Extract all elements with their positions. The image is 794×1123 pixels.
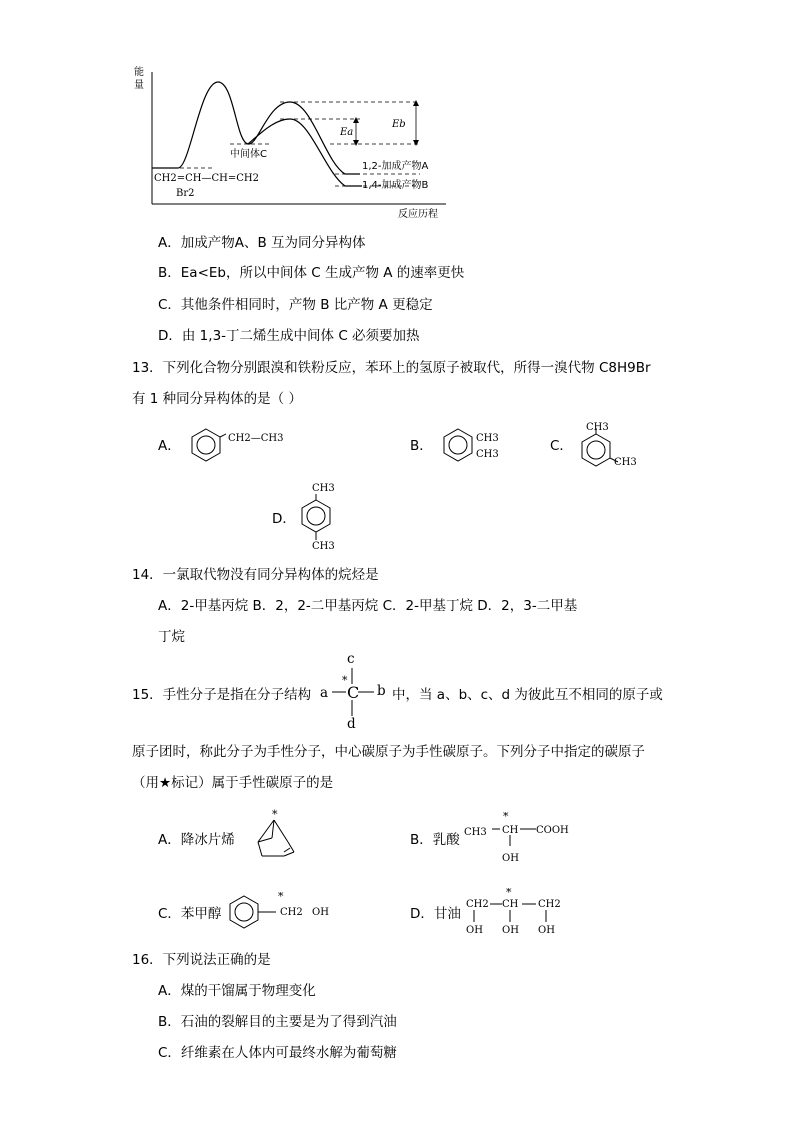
q15-a-norbornene [248, 808, 300, 864]
x-axis-label: 反应历程 [398, 209, 438, 220]
q15-struct-a: a [320, 685, 329, 701]
svg-text:*: * [272, 808, 278, 821]
svg-text:*: * [278, 892, 284, 903]
q15-struct-star: * [342, 674, 348, 687]
y-axis-label: 能量 [134, 67, 144, 91]
q16-stem: 16．下列说法正确的是 [132, 952, 271, 968]
ea-label: Ea [340, 127, 354, 138]
q12-option-a: A．加成产物A、B 互为同分异构体 [158, 235, 366, 251]
q15-struct-center: C [347, 683, 360, 702]
q12-option-c: C．其他条件相同时，产物 B 比产物 A 更稳定 [158, 297, 433, 313]
q15-d-oh-1: OH [466, 925, 483, 936]
q15-stem-line3: （用★标记）属于手性碳原子的是 [132, 775, 334, 791]
q15-b-ch: CH [502, 825, 519, 836]
q15-stem-prefix: 15．手性分子是指在分子结构 [132, 687, 312, 703]
q12-option-d: D．由 1,3-丁二烯生成中间体 C 必须要加热 [158, 328, 420, 344]
q15-struct-c: c [347, 651, 355, 667]
q15-d-ch2-right: CH2 [538, 899, 561, 910]
q15-b-oh: OH [502, 853, 519, 864]
q16-option-a: A．煤的干馏属于物理变化 [158, 983, 316, 999]
q13-stem-line1: 13．下列化合物分别跟溴和铁粉反应，苯环上的氢原子被取代，所得一溴代物 C8H9Br [132, 360, 651, 376]
q14-stem: 14．一氯取代物没有同分异构体的烷烃是 [132, 567, 379, 583]
q15-stem-suffix: 中，当 a、b、c、d 为彼此互不相同的原子或 [392, 687, 663, 703]
q15-struct-d: d [347, 716, 356, 732]
q13-a-group: CH2—CH3 [228, 433, 284, 444]
q13-stem-line2: 有 1 种同分异构体的是（ ） [132, 391, 302, 407]
svg-text:*: * [503, 812, 509, 823]
q15-b-ch3: CH3 [464, 827, 487, 838]
q15-a-label: A．降冰片烯 [158, 832, 235, 848]
product-b-label: 1,4-加成产物B [362, 180, 429, 191]
q14-options-wrap: 丁烷 [158, 629, 185, 645]
q13-c-label: C． [550, 438, 573, 454]
q13-a-ethylbenzene [186, 425, 226, 465]
q14-options: A．2-甲基丙烷 B．2，2-二甲基丙烷 C．2-甲基丁烷 D．2，3-二甲基 [158, 598, 578, 614]
q15-stem-line2: 原子团时，称此分子为手性分子，中心碳原子为手性碳原子。下列分子中指定的碳原子 [132, 744, 645, 760]
intermediate-label: 中间体C [230, 149, 267, 160]
q13-d-ch3-bottom: CH3 [312, 541, 335, 552]
q16-option-b: B．石油的裂解目的主要是为了得到汽油 [158, 1014, 397, 1030]
reactant-br2: Br2 [176, 188, 195, 199]
q15-d-oh-3: OH [538, 925, 555, 936]
q15-c-benzyl-ring [226, 892, 284, 932]
q16-option-c: C．纤维素在人体内可最终水解为葡萄糖 [158, 1045, 397, 1061]
product-a-label: 1,2-加成产物A [362, 161, 429, 172]
q15-d-ch2-left: CH2 [466, 899, 489, 910]
q15-d-label: D．甘油 [410, 906, 461, 922]
q13-d-label: D． [272, 511, 296, 527]
q15-b-cooh: COOH [536, 825, 569, 836]
q15-d-ch: CH [502, 899, 519, 910]
q13-b-ch3-bottom: CH3 [476, 449, 499, 460]
q13-d-p-xylene [298, 494, 334, 540]
q13-b-label: B． [410, 438, 433, 454]
q13-b-ch3-top: CH3 [476, 433, 499, 444]
q15-c-ch2: CH2 [280, 907, 303, 918]
q13-b-o-xylene [438, 425, 478, 465]
q12-option-b: B．Ea<Eb，所以中间体 C 生成产物 A 的速率更快 [158, 265, 465, 281]
q15-c-oh: OH [312, 907, 329, 918]
q13-a-label: A． [158, 438, 181, 454]
svg-text:*: * [506, 888, 512, 899]
q13-c-ch3-right: CH3 [614, 457, 637, 468]
eb-label: Eb [392, 119, 406, 130]
q15-c-label: C．苯甲醇 [158, 906, 222, 922]
q15-struct-b: b [377, 683, 386, 699]
q13-c-ch3-top: CH3 [586, 422, 609, 433]
q15-d-oh-2: OH [502, 925, 519, 936]
reactant-diene: CH2=CH—CH=CH2 [154, 173, 259, 184]
q13-d-ch3-top: CH3 [312, 483, 335, 494]
q15-b-label: B．乳酸 [410, 832, 460, 848]
